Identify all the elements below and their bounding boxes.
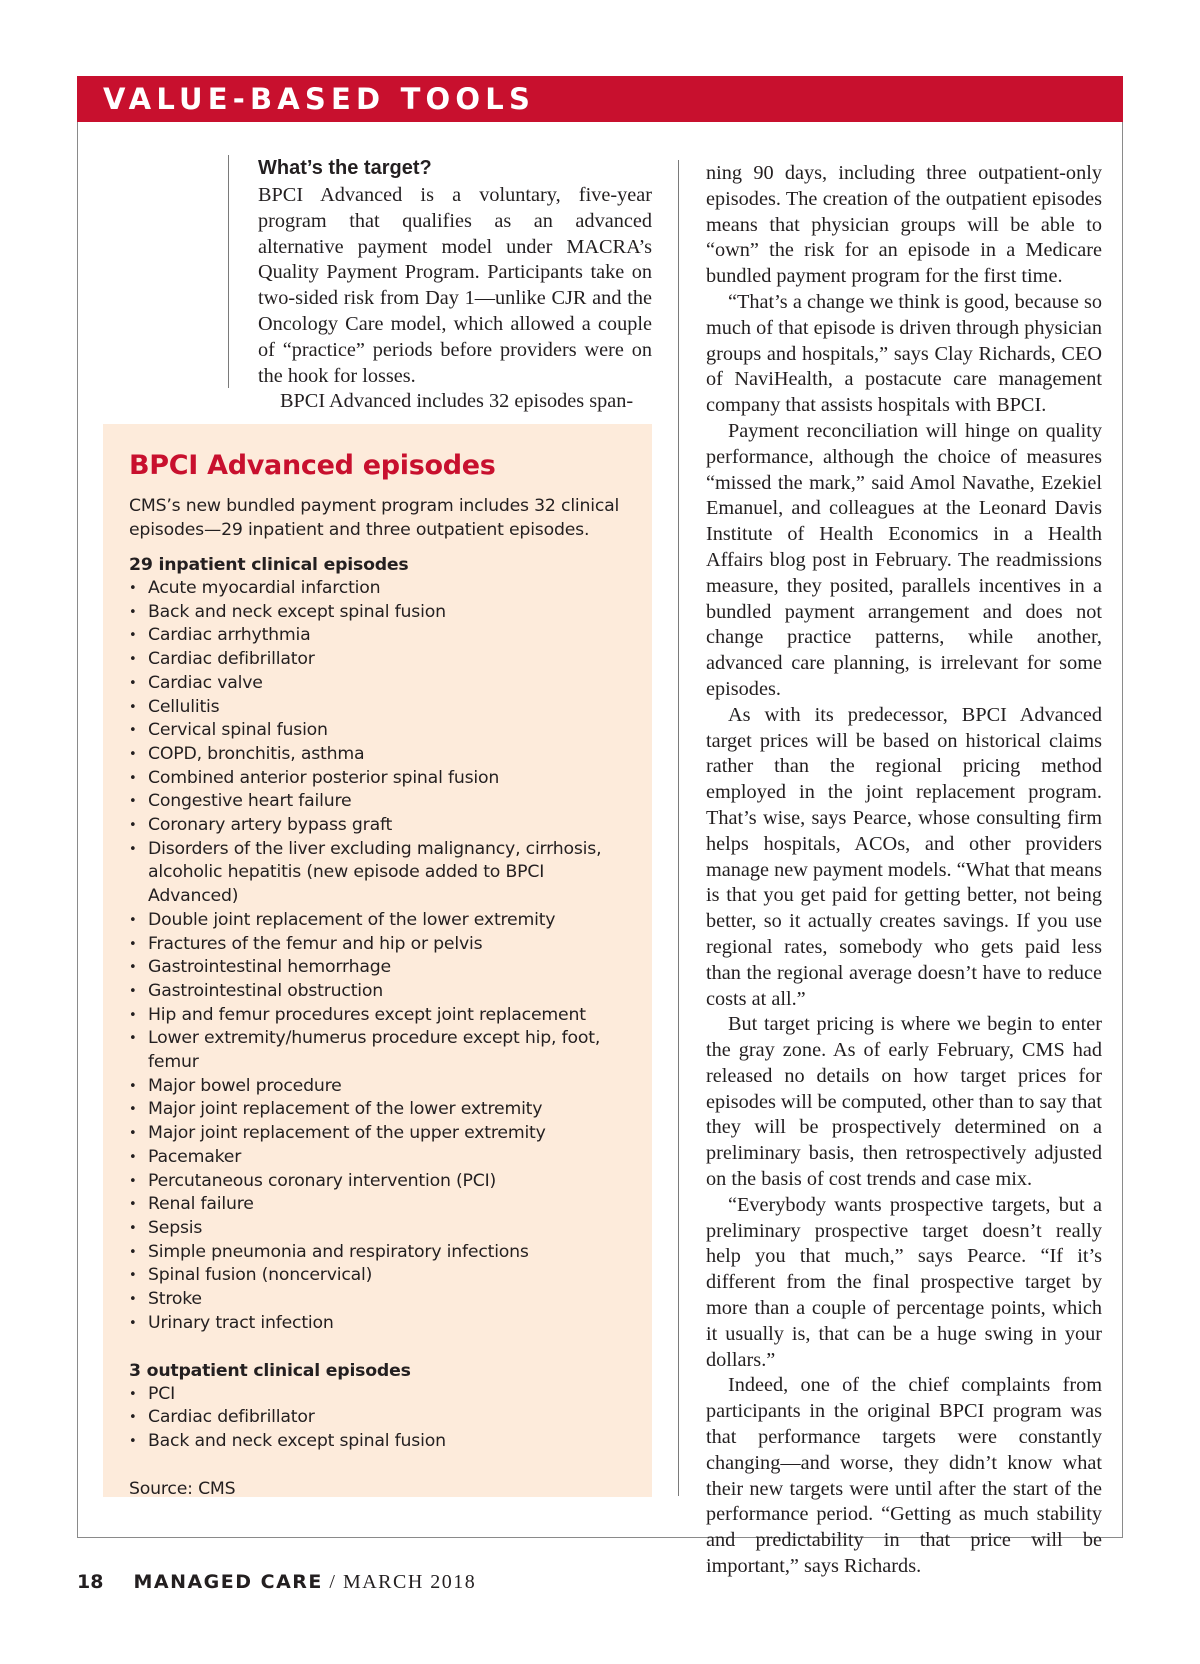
paragraph: BPCI Advanced includes 32 episodes span- [280, 390, 634, 413]
episode-item: • Sepsis [129, 1217, 626, 1241]
inpatient-heading: 29 inpatient clinical episodes [129, 555, 409, 575]
episode-item: • Hip and femur procedures except joint replacement [129, 1004, 626, 1028]
episode-item: • Coronary artery bypass graft [129, 814, 626, 838]
paragraph: ning 90 days, including three outpatient-only episodes. The creation of the outpatient episodes means that physician groups will be able to “own” the risk for an episode in a Medicare bundled payment program for the first time. [706, 162, 1102, 288]
episode-item: • Cardiac defibrillator [129, 1406, 626, 1430]
paragraph: “Everybody wants prospective targets, but a preliminary prospective target doesn’t really help you that much,” says Pearce. “If it’s different from the final prospective target by more than a couple of percentage points, which it usually is, that can be a huge swing in your dollars.” [706, 1193, 1102, 1371]
episode-item: • Gastrointestinal obstruction [129, 980, 626, 1004]
episode-item: • Acute myocardial infarction [129, 577, 626, 601]
episode-item: • Back and neck except spinal fusion [129, 1430, 626, 1454]
sidebar-title: BPCI Advanced episodes [129, 450, 496, 481]
episode-item: • Disorders of the liver excluding malignancy, cirrhosis, alcoholic hepatitis (new episode added to BPCI Advanced) [129, 838, 626, 909]
episodes-sidebar [103, 424, 652, 1497]
episode-item: • Cardiac arrhythmia [129, 624, 626, 648]
left-column-rule [228, 155, 229, 388]
episode-item: • Combined anterior posterior spinal fusion [129, 767, 626, 791]
issue-date: / MARCH 2018 [322, 1571, 477, 1593]
episode-item: • Major joint replacement of the upper extremity [129, 1122, 626, 1146]
sidebar-source: Source: CMS [129, 1478, 236, 1499]
paragraph: But target pricing is where we begin to enter the gray zone. As of early February, CMS had released no details on how target prices for episodes will be computed, other than to say that they will be prospectively determined on a preliminary basis, then retrospectively adjusted on the basis of cost trends and case mix. [706, 1013, 1102, 1191]
episode-item: • Spinal fusion (noncervical) [129, 1264, 626, 1288]
episode-item: • Back and neck except spinal fusion [129, 601, 626, 625]
episode-item: • Congestive heart failure [129, 790, 626, 814]
inpatient-list [129, 577, 626, 1336]
episode-item: • Gastrointestinal hemorrhage [129, 956, 626, 980]
right-column [706, 161, 1102, 1580]
paragraph: As with its predecessor, BPCI Advanced target prices will be based on historical claims rather than the regional pricing method employed in the joint replacement program. That’s wise, says Pearce, whose consulting firm helps hospitals, ACOs, and other providers manage new payment models. “What that means is that you get paid for getting better, not being better, so it actually creates savings. If you use regional rates, somebody who gets paid less than the regional average doesn’t have to reduce costs at all.” [706, 703, 1102, 1010]
article-subheading: What’s the target? [258, 157, 432, 179]
episode-item: • Percutaneous coronary intervention (PCI) [129, 1170, 626, 1194]
left-column [258, 153, 652, 415]
paragraph: Payment reconciliation will hinge on quality performance, although the choice of measures “missed the mark,” said Amol Navathe, Ezekiel Emanuel, and colleagues at the Leonard Davis Institute of Health Economics in a Health Affairs blog post in February. The readmissions measure, they posited, parallels incentives in a bundled payment arrangement and does not change practice patterns, while another, advanced care planning, is irrelevant for some episodes. [706, 419, 1102, 700]
outpatient-list [129, 1383, 626, 1454]
episode-item: • Major bowel procedure [129, 1075, 626, 1099]
episode-item: • Double joint replacement of the lower extremity [129, 909, 626, 933]
page-number: 18 [77, 1571, 104, 1593]
page-footer [77, 1567, 476, 1597]
episode-item: • Stroke [129, 1288, 626, 1312]
episode-item: • Pacemaker [129, 1146, 626, 1170]
section-title: VALUE-BASED TOOLS [103, 82, 536, 116]
sidebar-intro: CMS’s new bundled payment program includes 32 clinical episodes—29 inpatient and three outpatient episodes. [129, 496, 620, 540]
paragraph: “That’s a change we think is good, because so much of that episode is driven through physician groups and hospitals,” says Clay Richards, CEO of NaviHealth, a postacute care management company that assists hospitals with BPCI. [706, 290, 1102, 417]
episode-item: • Cardiac valve [129, 672, 626, 696]
episode-item: • COPD, bronchitis, asthma [129, 743, 626, 767]
episode-item: • Renal failure [129, 1193, 626, 1217]
episode-item: • Simple pneumonia and respiratory infections [129, 1241, 626, 1265]
episode-item: • Major joint replacement of the lower extremity [129, 1098, 626, 1122]
episode-item: • Cervical spinal fusion [129, 719, 626, 743]
center-column-rule [678, 160, 679, 1496]
magazine-name: MANAGED CARE [133, 1571, 323, 1593]
episode-item: • PCI [129, 1383, 626, 1407]
paragraph: Indeed, one of the chief complaints from participants in the original BPCI program was that performance targets were constantly changing—and worse, they didn’t know what their new targets were until after the start of the performance period. “Getting as much stability and predictability in that price will be important,” says Richards. [706, 1374, 1102, 1578]
episode-item: • Cardiac defibrillator [129, 648, 626, 672]
paragraph: BPCI Advanced is a voluntary, five-year program that qualifies as an advanced alternative payment model under MACRA’s Quality Payment Program. Participants take on two-sided risk from Day 1—unlike CJR and the Oncology Care model, which allowed a couple of “practice” periods before providers were on the hook for losses. [258, 184, 652, 387]
episode-item: • Lower extremity/humerus procedure except hip, foot, femur [129, 1027, 626, 1074]
section-banner [77, 76, 1123, 122]
episode-item: • Cellulitis [129, 696, 626, 720]
outpatient-heading: 3 outpatient clinical episodes [129, 1360, 411, 1381]
episode-item: • Urinary tract infection [129, 1312, 626, 1336]
episode-item: • Fractures of the femur and hip or pelvis [129, 933, 626, 957]
